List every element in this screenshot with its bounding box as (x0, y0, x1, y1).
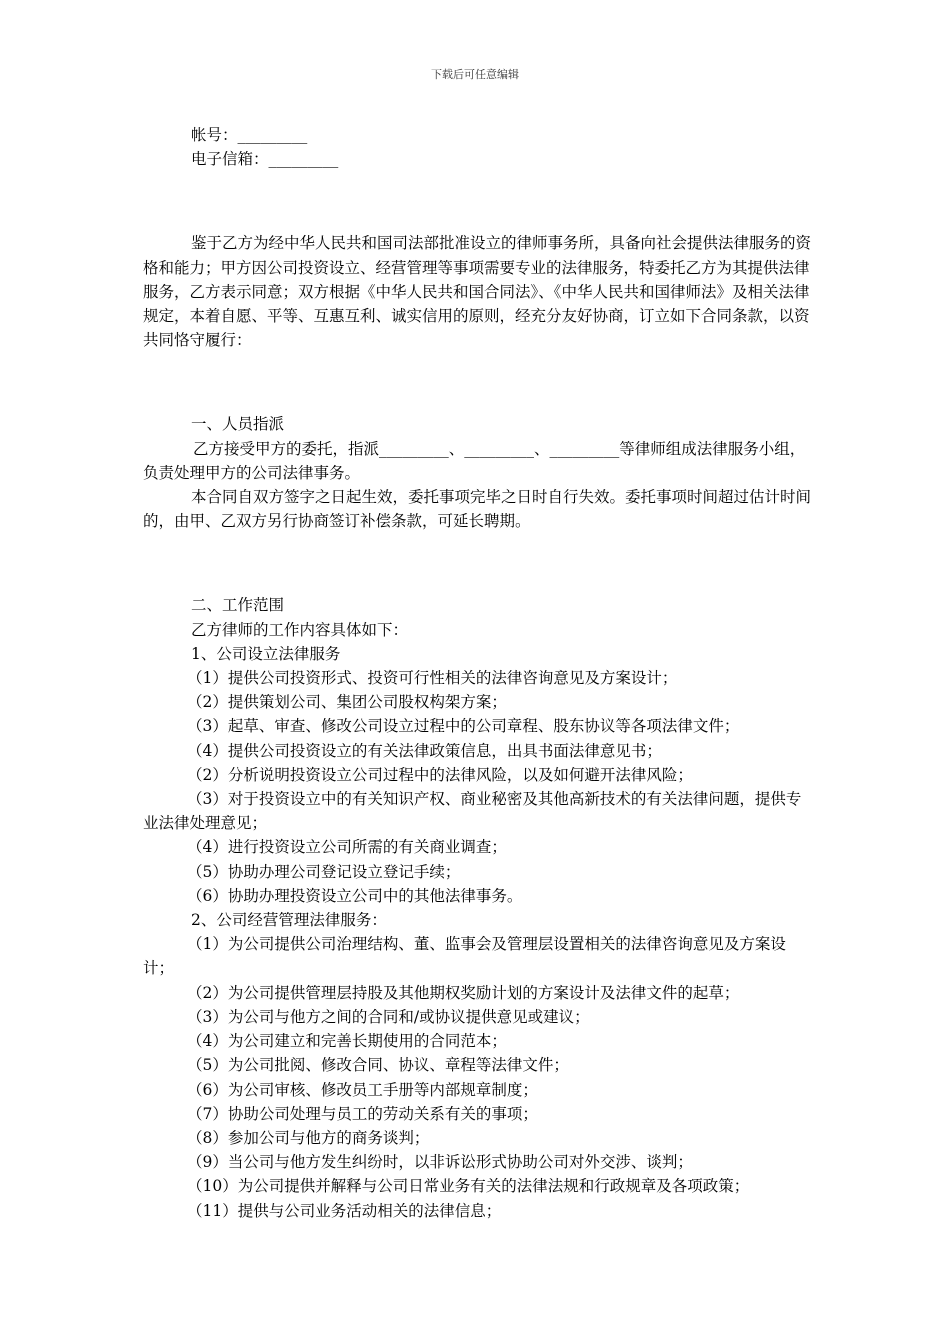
section1-title: 一、人员指派 (191, 415, 285, 434)
list-item: （7）协助公司处理与员工的劳动关系有关的事项； (187, 1104, 538, 1123)
list-item: （2）为公司提供管理层持股及其他期权奖励计划的方案设计及法律文件的起草； (187, 983, 740, 1002)
list-item: （4）为公司建立和完善长期使用的合同范本； (187, 1032, 507, 1051)
sub2-title: 2、公司经营管理法律服务： (191, 911, 387, 930)
list-item: （10）为公司提供并解释与公司日常业务有关的法律法规和行政规章及各项政策； (187, 1177, 750, 1196)
list-item: （11）提供与公司业务活动相关的法律信息； (187, 1201, 502, 1220)
list-item: （8）参加公司与他方的商务谈判； (187, 1128, 430, 1147)
account-line: 帐号：_________ (191, 126, 308, 144)
page-header: 下载后可任意编辑 (431, 68, 519, 81)
list-item: （3）为公司与他方之间的合同和/或协议提供意见或建议； (187, 1007, 590, 1026)
section1-paragraph: 本合同自双方签字之日起生效，委托事项完毕之日时自行失效。委托事项时间超过估计时间的，由甲、乙双方另行协商签订补偿条款，可延长聘期。 (143, 488, 812, 531)
list-item: （2）提供策划公司、集团公司股权构架方案； (187, 693, 507, 712)
document-body (143, 123, 811, 1223)
email-line: 电子信箱：_________ (191, 150, 339, 169)
list-item: （1）提供公司投资形式、投资可行性相关的法律咨询意见及方案设计； (187, 669, 678, 688)
list-item: （6）为公司审核、修改员工手册等内部规章制度； (187, 1080, 538, 1099)
list-item: （4）进行投资设立公司所需的有关商业调查； (187, 838, 507, 857)
list-item: （3）起草、审查、修改公司设立过程中的公司章程、股东协议等各项法律文件； (187, 717, 740, 736)
list-item: （5）协助办理公司登记设立登记手续； (187, 862, 461, 881)
section2-title: 二、工作范围 (191, 596, 285, 615)
list-item: （1）为公司提供公司治理结构、董、监事会及管理层设置相关的法律咨询意见及方案设计； (143, 935, 786, 978)
list-item: （9）当公司与他方发生纠纷时，以非诉讼形式协助公司对外交涉、谈判； (187, 1153, 693, 1172)
list-item: （5）为公司批阅、修改合同、协议、章程等法律文件； (187, 1056, 569, 1075)
sub1-title: 1、公司设立法律服务 (191, 644, 341, 663)
list-item: （6）协助办理投资设立公司中的其他法律事务。 (187, 886, 523, 905)
list-item: （2）分析说明投资设立公司过程中的法律风险，以及如何避开法律风险； (187, 765, 693, 784)
section2-intro: 乙方律师的工作内容具体如下： (191, 620, 409, 639)
list-item: （4）提供公司投资设立的有关法律政策信息，出具书面法律意见书； (187, 741, 662, 760)
section1-paragraph: 乙方接受甲方的委托，指派_________、_________、_________等律师组成法律服务小组，负责处理甲方的公司法律事务。 (143, 439, 806, 482)
preamble-paragraph: 鉴于乙方为经中华人民共和国司法部批准设立的律师事务所，具备向社会提供法律服务的资格和能力；甲方因公司投资设立、经营管理等事项需要专业的法律服务，特委托乙方为其提供法律服务，乙方表示同意；双方根据《中华人民共和国合同法》、《中华人民共和国律师法》及相关法律规定，本着自愿、平等、互惠互利、诚实信用的原则，经充分友好协商，订立如下合同条款，以资共同恪守履行： (143, 234, 812, 350)
list-item: （3）对于投资设立中的有关知识产权、商业秘密及其他高新技术的有关法律问题，提供专业法律处理意见； (143, 790, 802, 833)
